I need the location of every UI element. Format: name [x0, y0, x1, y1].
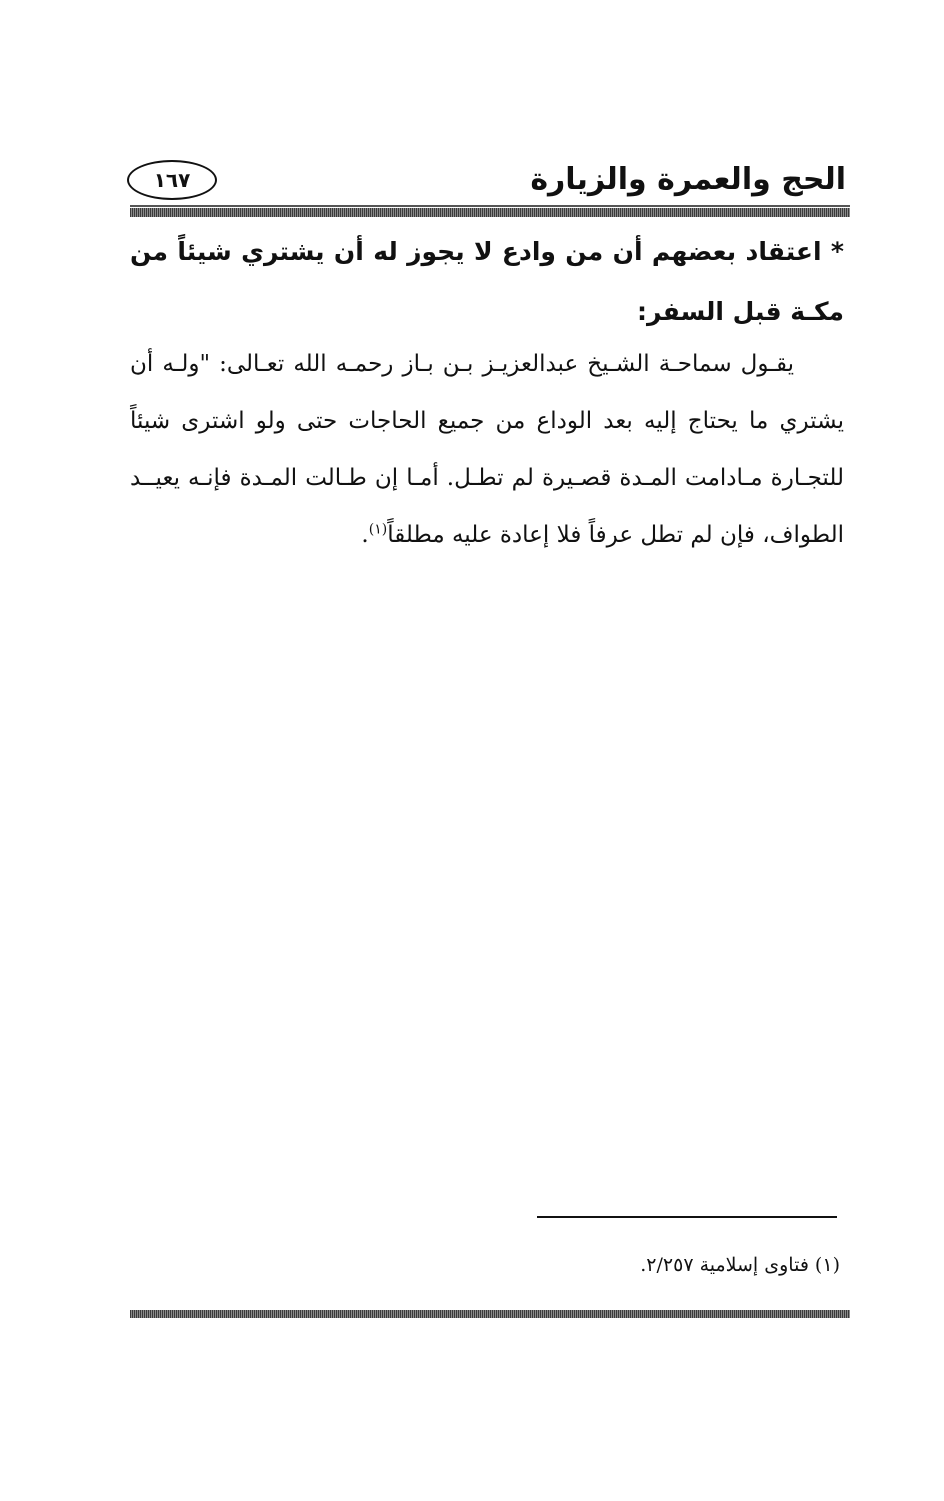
header-rule-thin — [130, 205, 850, 207]
section-heading: * اعتقاد بعضهم أن من وادع لا يجوز له أن يشتري شيئاً من مكـة قبل السفر: — [130, 237, 844, 326]
footnote-item: (١) فتاوى إسلامية ٢/٢٥٧. — [640, 1254, 840, 1276]
footer-rule — [130, 1310, 850, 1318]
header-rule — [130, 208, 850, 217]
running-title: الحج والعمرة والزيارة — [530, 162, 846, 197]
page-number-badge — [127, 160, 217, 200]
body-paragraph — [130, 336, 844, 564]
paragraph-text: يقـول سماحـة الشـيخ عبدالعزيـز بـن بـاز رحمـه الله تعـالى: "ولـه أن يشتري ما يحتاج إليه بعد الوداع من جميع الحاجات حتى ولو اشترى شيئاً للتجـارة مـادامت المـدة قصـيرة لم تطـل. أمـا إن طـالت المـدة فإنـه يعيــد الطواف، فإن لم تطل عرفاً فلا إعادة عليه مطلقاً — [130, 351, 844, 548]
page-number: ١٦٧ — [153, 168, 191, 192]
paragraph-end: . — [361, 522, 369, 548]
footnote-separator — [537, 1216, 837, 1218]
footnote-reference: (١) — [368, 521, 388, 538]
